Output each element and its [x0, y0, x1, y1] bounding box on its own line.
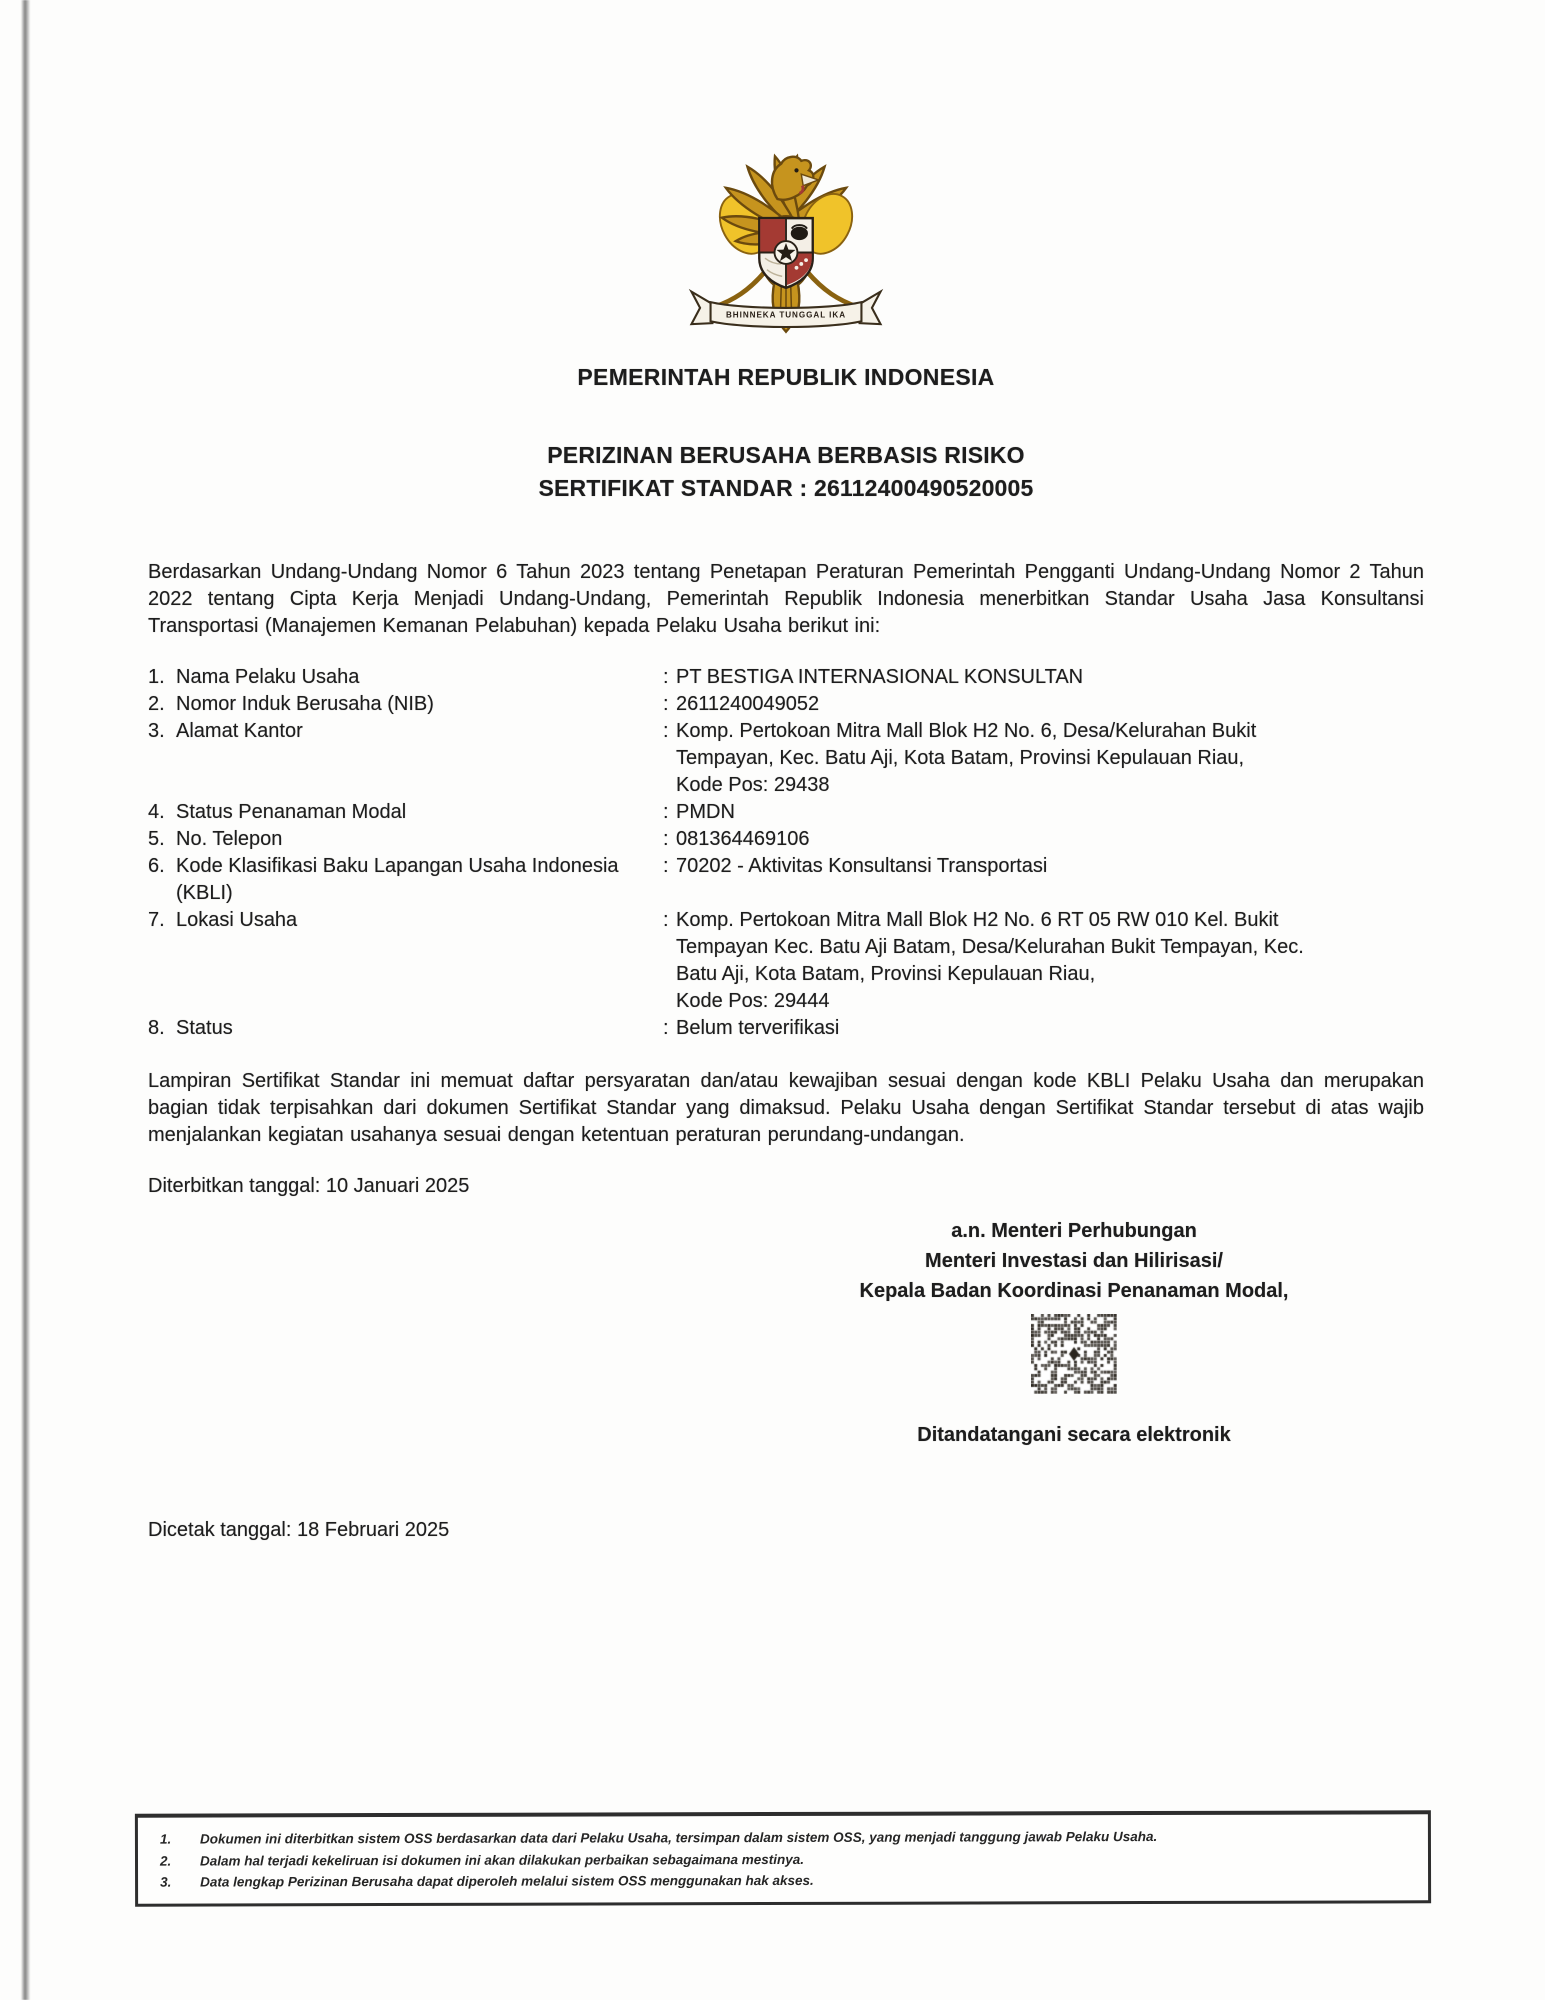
- field-row-status: [148, 1015, 1424, 1042]
- qr-code-canvas: [1031, 1314, 1117, 1394]
- field-separator: :: [663, 909, 669, 931]
- field-value-text: Belum terverifikasi: [676, 1017, 840, 1039]
- field-separator: :: [663, 666, 669, 688]
- field-number: 7.: [148, 909, 165, 931]
- field-separator: :: [663, 801, 669, 823]
- field-number: 8.: [148, 1017, 165, 1039]
- garuda-pancasila-emblem: [148, 136, 1424, 350]
- document-title: [148, 439, 1424, 505]
- risk-licensing-title: PERIZINAN BERUSAHA BERBASIS RISIKO: [547, 442, 1025, 468]
- field-number: 2.: [148, 693, 165, 715]
- field-label: Lokasi Usaha: [176, 909, 298, 931]
- field-value-text: 081364469106: [676, 828, 810, 850]
- field-label: Nomor Induk Berusaha (NIB): [176, 693, 434, 715]
- field-label: No. Telepon: [176, 828, 283, 850]
- intro-paragraph: Berdasarkan Undang-Undang Nomor 6 Tahun 2023 tentang Penetapan Peraturan Pemerintah Pengganti Undang-Undang Nomor 2 Tahun 2022 tentang Cipta Kerja Menjadi Undang-Undang, Pemerintah Republik Indonesia menerbitkan Standar Usaha Jasa Konsultansi Transportasi (Manajemen Kemanan Pelabuhan) kepada Pelaku Usaha berikut ini:: [148, 561, 1424, 637]
- footnote-text: Dokumen ini diterbitkan sistem OSS berdasarkan data dari Pelaku Usaha, tersimpan dalam sistem OSS, yang menjadi tanggung jawab Pelaku Usaha.: [199, 1829, 1158, 1847]
- signature-line-3: Kepala Badan Koordinasi Penanaman Modal,: [859, 1280, 1289, 1302]
- signature-line-1: a.n. Menteri Perhubungan: [951, 1220, 1197, 1242]
- pancasila-shield: [759, 218, 812, 288]
- garuda-emblem-graphic: [657, 136, 915, 348]
- certificate-content: [148, 0, 1424, 1544]
- field-value: [663, 907, 1424, 1015]
- printed-date: Dicetak tanggal: 18 Februari 2025: [148, 1519, 450, 1541]
- field-number: 3.: [148, 720, 165, 742]
- field-separator: :: [663, 1017, 669, 1039]
- field-value-text: Komp. Pertokoan Mitra Mall Blok H2 No. 6 RT 05 RW 010 Kel. Bukit Tempayan Kec. Batu Aji Batam, Desa/Kelurahan Bukit Tempayan, Kec. Batu Aji, Kota Batam, Provinsi Kepulauan Riau, Kode Pos: 29444: [676, 909, 1304, 1012]
- field-separator: :: [663, 855, 669, 877]
- field-value-text: PMDN: [676, 801, 735, 823]
- field-label: Status Penanaman Modal: [176, 801, 407, 823]
- field-row-kbli: [148, 853, 1424, 907]
- qr-code: [1031, 1314, 1117, 1394]
- field-row-nib: [148, 691, 1424, 718]
- issued-date: Diterbitkan tanggal: 10 Januari 2025: [148, 1175, 470, 1197]
- business-fields-list: [148, 664, 1424, 1042]
- footnotes-box: [135, 1810, 1431, 1906]
- field-label: Kode Klasifikasi Baku Lapangan Usaha Indonesia (KBLI): [176, 855, 619, 904]
- field-separator: :: [663, 828, 669, 850]
- field-number: 5.: [148, 828, 165, 850]
- field-value: [663, 799, 1424, 826]
- footnote-text: Dalam hal terjadi kekeliruan isi dokumen ini akan dilakukan perbaikan sebagaimana mestinya.: [199, 1851, 805, 1869]
- field-value: [663, 664, 1424, 691]
- field-number: 6.: [148, 855, 165, 877]
- field-value-text: 2611240049052: [676, 693, 820, 715]
- field-value: [663, 826, 1424, 853]
- closing-paragraph: Lampiran Sertifikat Standar ini memuat daftar persyaratan dan/atau kewajiban sesuai dengan kode KBLI Pelaku Usaha dan merupakan bagian tidak terpisahkan dari dokumen Sertifikat Standar yang dimaksud. Pelaku Usaha dengan Sertifikat Standar tersebut di atas wajib menjalankan kegiatan usahanya sesuai dengan ketentuan peraturan perundang-undangan.: [148, 1070, 1424, 1146]
- field-label: Nama Pelaku Usaha: [176, 666, 360, 688]
- field-value: [663, 1015, 1424, 1042]
- field-number: 4.: [148, 801, 165, 823]
- field-separator: :: [663, 693, 669, 715]
- garuda-right-leg: [807, 272, 858, 307]
- footnote-item: [138, 1868, 1428, 1893]
- government-title: PEMERINTAH REPUBLIK INDONESIA: [577, 364, 995, 390]
- garuda-left-leg: [714, 272, 765, 307]
- field-number: 1.: [148, 666, 165, 688]
- field-value-text: 70202 - Aktivitas Konsultansi Transportasi: [676, 855, 1048, 877]
- field-row-alamat-kantor: [148, 718, 1424, 799]
- scan-edge-artifact: [21, 0, 30, 2000]
- field-value: [663, 718, 1424, 799]
- motto-banner-text: BHINNEKA TUNGGAL IKA: [725, 310, 847, 320]
- field-separator: :: [663, 720, 669, 742]
- field-value: [663, 853, 1424, 907]
- signature-block: [714, 1216, 1434, 1447]
- signature-line-2: Menteri Investasi dan Hilirisasi/: [925, 1250, 1223, 1272]
- field-value-text: Komp. Pertokoan Mitra Mall Blok H2 No. 6, Desa/Kelurahan Bukit Tempayan, Kec. Batu Aji, Kota Batam, Provinsi Kepulauan Riau, Kode Pos: 29438: [676, 720, 1257, 796]
- certificate-number-title: SERTIFIKAT STANDAR : 26112400490520005: [538, 475, 1034, 501]
- footnote-text: Data lengkap Perizinan Berusaha dapat diperoleh melalui sistem OSS menggunakan hak akses.: [200, 1872, 814, 1890]
- footnote-number: 3.: [160, 1874, 172, 1890]
- field-row-status-penanaman-modal: [148, 799, 1424, 826]
- field-row-no-telepon: [148, 826, 1424, 853]
- field-row-nama-pelaku-usaha: [148, 664, 1424, 691]
- field-value-text: PT BESTIGA INTERNASIONAL KONSULTAN: [676, 666, 1084, 688]
- footnote-number: 2.: [159, 1853, 172, 1869]
- electronic-signature-note: Ditandatangani secara elektronik: [917, 1424, 1231, 1446]
- field-row-lokasi-usaha: [148, 907, 1424, 1015]
- footnote-number: 1.: [159, 1831, 172, 1847]
- field-label: Alamat Kantor: [176, 720, 303, 742]
- field-label: Status: [176, 1017, 233, 1039]
- field-value: [663, 691, 1424, 718]
